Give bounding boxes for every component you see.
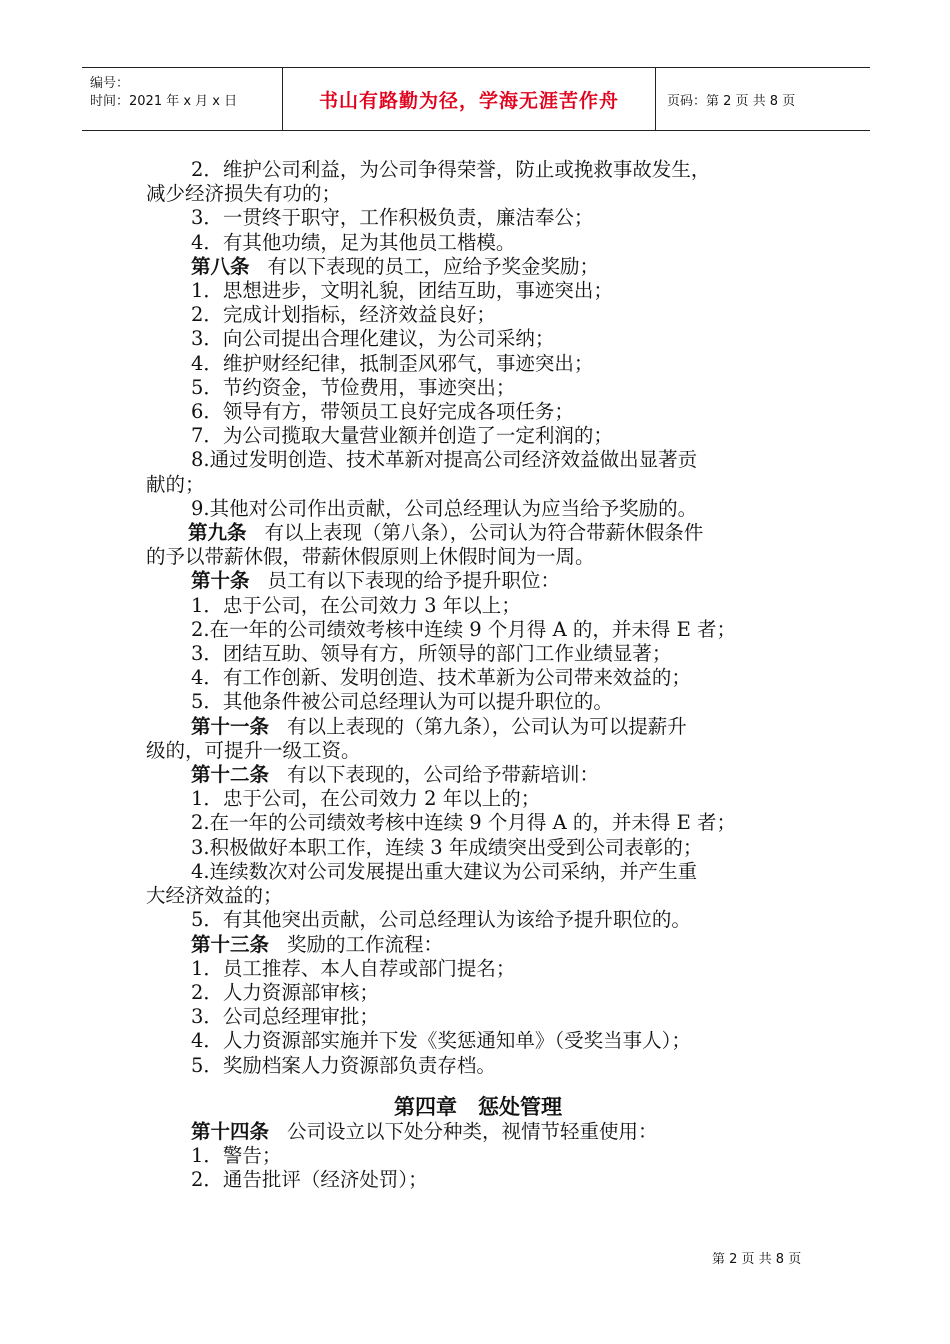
article-text: 员工有以下表现的给予提升职位： <box>267 569 561 593</box>
list-item: 1．警告； <box>191 1143 282 1167</box>
article-8 <box>146 255 810 279</box>
header-motto-cell <box>282 68 656 130</box>
page-footer: 第 2 页 共 8 页 <box>712 1252 802 1267</box>
list-item: 9.其他对公司作出贡献，公司总经理认为应当给予奖励的。 <box>191 496 698 520</box>
header-page-cell <box>655 68 870 130</box>
article-continuation: 级的，可提升一级工资。 <box>146 738 361 762</box>
document-header <box>82 67 870 131</box>
page-label: 页码：第 2 页 共 8 页 <box>667 93 796 109</box>
list-item: 5．有其他突出贡献，公司总经理认为该给予提升职位的。 <box>191 908 691 932</box>
paragraph-line: 减少经济损失有功的； <box>146 182 342 206</box>
list-item: 5．节约资金，节俭费用，事迹突出； <box>191 375 516 399</box>
article-title: 第十一条 <box>191 714 270 738</box>
list-item: 2．完成计划指标，经济效益良好； <box>191 303 496 327</box>
document-body <box>146 158 810 1192</box>
list-item: 5．其他条件被公司总经理认为可以提升职位的。 <box>191 690 613 714</box>
paragraph-line: 3．一贯终于职守，工作积极负责，廉洁奉公； <box>191 206 594 230</box>
list-item: 1．忠于公司，在公司效力 2 年以上的； <box>191 787 541 811</box>
article-text: 有以下表现的，公司给予带薪培训： <box>287 763 600 787</box>
list-item: 6．领导有方，带领员工良好完成各项任务； <box>191 400 574 424</box>
article-title: 第十二条 <box>191 763 270 787</box>
article-text: 有以上表现（第八条），公司认为符合带薪休假条件 <box>264 521 704 545</box>
list-item: 2．人力资源部审核； <box>191 980 379 1004</box>
article-14 <box>146 1120 810 1144</box>
list-item: 2．通告批评（经济处罚）； <box>191 1168 428 1192</box>
header-meta <box>82 68 282 130</box>
article-title: 第九条 <box>188 521 247 545</box>
paragraph-line: 4．有其他功绩，足为其他员工楷模。 <box>191 230 516 254</box>
list-item: 1．员工推荐、本人自荐或部门提名； <box>191 956 516 980</box>
number-label: 编号： <box>90 76 130 91</box>
list-item: 3．团结互助、领导有方，所领导的部门工作业绩显著； <box>191 642 672 666</box>
chapter-heading: 第四章 惩处管理 <box>394 1094 562 1119</box>
list-item: 4．维护财经纪律，抵制歪风邪气，事迹突出； <box>191 351 594 375</box>
article-text: 奖励的工作流程： <box>287 932 444 956</box>
article-title: 第八条 <box>191 254 250 278</box>
article-13 <box>146 933 810 957</box>
article-title: 第十条 <box>191 569 250 593</box>
list-item: 8.通过发明创造、技术革新对提高公司经济效益做出显著贡 <box>191 448 698 472</box>
article-9 <box>146 521 810 545</box>
list-item: 4．人力资源部实施并下发《奖惩通知单》（受奖当事人）； <box>191 1029 691 1053</box>
article-12 <box>146 763 810 787</box>
list-item: 2.在一年的公司绩效考核中连续 9 个月得 A 的，并未得 E 者； <box>191 811 737 835</box>
article-title: 第十四条 <box>191 1119 270 1143</box>
list-item: 4.连续数次对公司发展提出重大建议为公司采纳，并产生重 <box>191 859 698 883</box>
list-item: 3.积极做好本职工作，连续 3 年成绩突出受到公司表彰的； <box>191 835 703 859</box>
list-item: 3．公司总经理审批； <box>191 1005 379 1029</box>
list-item: 2.在一年的公司绩效考核中连续 9 个月得 A 的，并未得 E 者； <box>191 617 737 641</box>
list-item: 3．向公司提出合理化建议，为公司采纳； <box>191 327 555 351</box>
article-text: 有以上表现的（第九条），公司认为可以提薪升 <box>287 714 687 738</box>
article-10 <box>146 569 810 593</box>
article-text: 有以下表现的员工，应给予奖金奖励； <box>267 254 600 278</box>
list-item-continuation: 大经济效益的； <box>146 884 283 908</box>
article-continuation: 的予以带薪休假，带薪休假原则上休假时间为一周。 <box>146 545 595 569</box>
list-item: 1．思想进步，文明礼貌，团结互助，事迹突出； <box>191 279 613 303</box>
list-item: 4．有工作创新、发明创造、技术革新为公司带来效益的； <box>191 666 691 690</box>
time-label: 时间：2021 年 x 月 x 日 <box>90 94 238 109</box>
motto: 书山有路勤为径，学海无涯苦作舟 <box>318 89 619 112</box>
list-item-continuation: 献的； <box>146 472 205 496</box>
paragraph-line: 2．维护公司利益，为公司争得荣誉，防止或挽救事故发生， <box>191 158 711 181</box>
article-title: 第十三条 <box>191 932 270 956</box>
list-item: 1．忠于公司，在公司效力 3 年以上； <box>191 593 521 617</box>
article-text: 公司设立以下处分种类，视情节轻重使用： <box>287 1119 658 1143</box>
list-item: 7．为公司揽取大量营业额并创造了一定利润的； <box>191 424 613 448</box>
article-11 <box>146 715 810 739</box>
list-item: 5．奖励档案人力资源部负责存档。 <box>191 1053 496 1077</box>
